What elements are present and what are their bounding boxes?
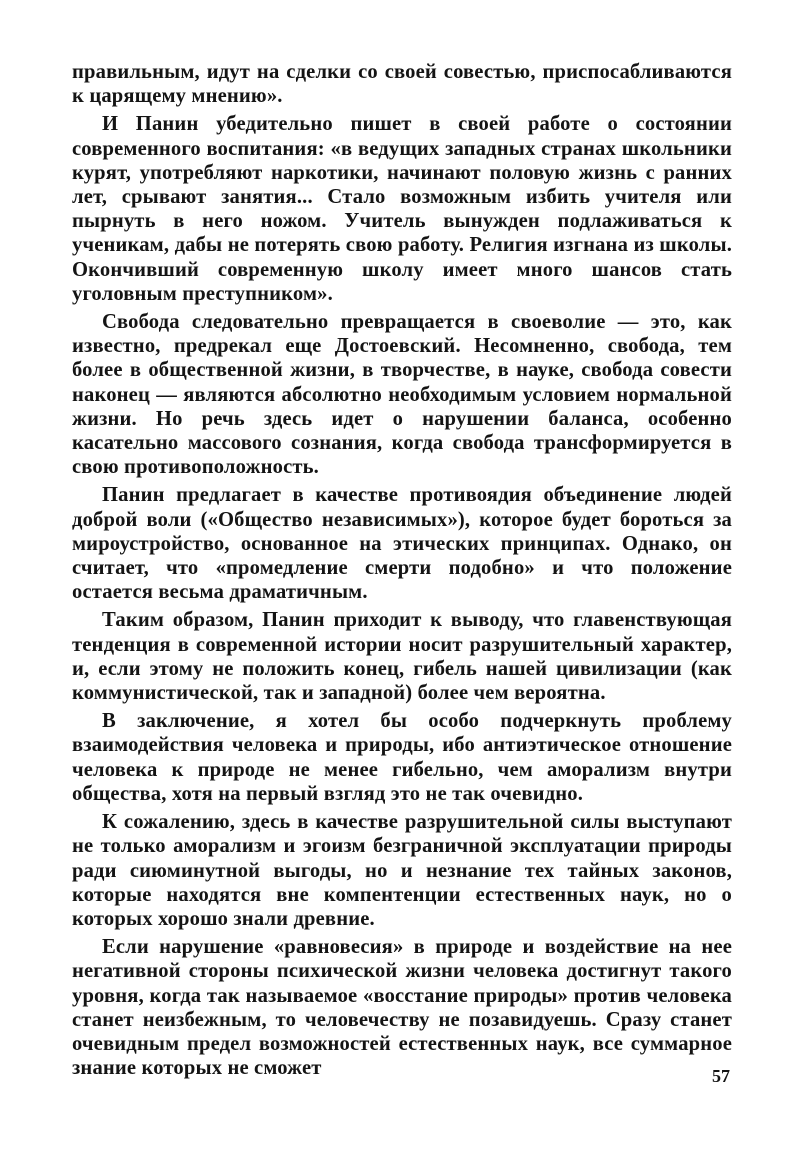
paragraph-society-of-independents: Панин предлагает в качестве противоядия объединение людей доброй воли («Общество независимых»), которое будет бороться за мироустройство, основанное на этических принципах. Однако, он считает, что «промедление смерти подобно» и что положение остается весьма драматичным. [72,484,732,604]
paragraph-conclusion-panin: Таким образом, Панин приходит к выводу, что главенствующая тенденция в современной истории носит разрушительный характер, и, если этому не положить конец, гибель нашей цивилизации (как коммунистической, так и западной) более чем вероятна. [72,609,732,705]
paragraph-man-and-nature: В заключение, я хотел бы особо подчеркнуть проблему взаимодействия человека и природы, ибо антиэтическое отношение человека к природе не менее гибельно, чем аморализм внутри общества, хотя на первый взгляд это не так очевидно. [72,710,732,805]
paragraph-panin-education: И Панин убедительно пишет в своей работе о состоянии современного воспитания: «в ведущих западных странах школьники курят, употребляют наркотики, начинают половую жизнь с ранних лет, срывают занятия... Стало возможным избить учителя или пырнуть в него ножом. Учитель вынужден подлаживаться к ученикам, дабы не потерять свою работу. Религия изгнана из школы. Окончивший современную школу имеет много шансов стать уголовным преступником». [72,113,732,305]
paragraph-freedom: Свобода следовательно превращается в своеволие — это, как известно, предрекал еще Достоевский. Несомненно, свобода, тем более в общественной жизни, в творчестве, в науке, свобода совести наконец — являются абсолютно необходимым условием нормальной жизни. Но речь здесь идет о нарушении баланса, особенно касательно массового сознания, когда свобода трансформируется в свою противоположность. [72,311,732,479]
page-body [72,60,732,1084]
page-number: 57 [712,1066,730,1086]
paragraph-continuation: правильным, идут на сделки со своей совестью, приспосабливаются к царящему мнению». [72,61,732,108]
paragraph-destructive-force: К сожалению, здесь в качестве разрушительной силы выступают не только аморализм и эгоизм безграничной эксплуатации природы ради сиюминутной выгоды, но и незнание тех тайных законов, которые находятся вне компентенции естественных наук, но о которых хорошо знали древние. [72,811,732,930]
paragraph-equilibrium: Если нарушение «равновесия» в природе и воздействие на нее негативной стороны психической жизни человека достигнут такого уровня, когда так называемое «восстание природы» против человека станет неизбежным, то человечеству не позавидуешь. Сразу станет очевидным предел возможностей естественных наук, все суммарное знание которых не сможет [72,936,732,1080]
